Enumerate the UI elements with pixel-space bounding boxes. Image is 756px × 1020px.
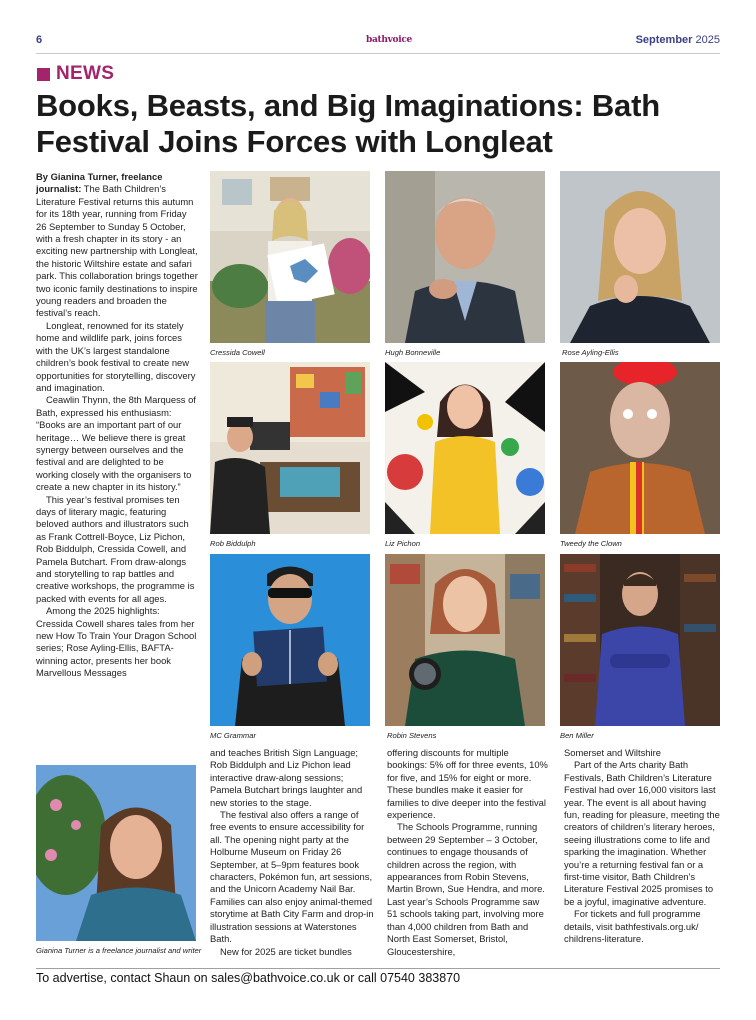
col2-paragraph-1: and teaches British Sign Language; Rob Biddulph and Liz Pichon lead interactive draw-along sessions; Pamela Butchart brings laughter and new stories to the stage. [210, 747, 363, 808]
headline-line-2: Festival Joins Forces with Longleat [36, 124, 553, 159]
article-column-2 [210, 747, 375, 958]
section-square-icon [37, 68, 50, 81]
photo-hugh-bonneville [385, 171, 545, 343]
publication-logo: bathvoice [366, 35, 412, 45]
col4-paragraph-3: For tickets and full programme details, visit bathfestivals.org.uk/ childrens-literature. [564, 908, 701, 945]
paragraph-2: Longleat, renowned for its stately home and wildlife park, joins forces with the UK’s largest standalone children’s book festival to create new opportunities for storytelling, discovery and imagination. [36, 319, 196, 393]
photo-cressida-cowell [210, 171, 370, 343]
caption-mc-grammar: MC Grammar [210, 731, 256, 740]
col4-paragraph-1: Somerset and Wiltshire [564, 747, 661, 758]
caption-robin-stevens: Robin Stevens [387, 731, 437, 740]
photo-tweedy-the-clown [560, 362, 720, 534]
col4-paragraph-2: Part of the Arts charity Bath Festivals, Bath Children’s Literature Festival had over 16,000 visitors last year. The event is all about having fun, reading for pleasure, meeting the creators of children’s literary heroes, seeing illustrations come to life and sparking the imagination. Whether you’re a returning festival fan or a first-time visitor, Bath Children’s Literature Festival 2025 promises to be a joyful, imaginative adventure. [564, 759, 720, 907]
photo-ben-miller [560, 554, 720, 726]
caption-rob-biddulph: Rob Biddulph [210, 539, 256, 548]
advertise-footer: To advertise, contact Shaun on sales@bathvoice.co.uk or call 07540 383870 [36, 971, 461, 985]
paragraph-5: Among the 2025 highlights: Cressida Cowell shares tales from her new How To Train Your Dragon School series; Rose Ayling-Ellis, BAFTA-winning actor, presents her book Marvellous Messages [36, 605, 197, 679]
col3-paragraph-1: offering discounts for multiple bookings: 5% off for three events, 10% for five, and 15% for eight or more. These bundles make it easier for families to dive deeper into the festival experience. [387, 747, 548, 821]
section-tag [37, 63, 114, 85]
paragraph-1: The Bath Children’s Literature Festival returns this autumn for its 18th year, running from Friday 26 September to Sunday 5 October, with a fresh chapter in its story - an exciting new partnership with Longleat, the historic Wiltshire estate and safari park. This collaboration brings together two iconic family destinations to inspire young readers and broaden the festival’s reach. [36, 183, 198, 319]
photo-rob-biddulph [210, 362, 370, 534]
photo-mc-grammar [210, 554, 370, 726]
caption-hugh-bonneville: Hugh Bonneville [385, 348, 441, 357]
caption-cressida-cowell: Cressida Cowell [210, 348, 265, 357]
article-column-1 [36, 171, 198, 680]
section-label: NEWS [56, 63, 115, 84]
paragraph-3: Ceawlin Thynn, the 8th Marquess of Bath, expressed his enthusiasm: “Books are an important part of our heritage… We believe there is great synergy between ourselves and the festival and are delighted to be working closely with the organisers to create a new chapter in its history.” [36, 394, 196, 493]
photo-liz-pichon [385, 362, 545, 534]
photo-robin-stevens [385, 554, 545, 726]
photo-gianina-turner [36, 765, 196, 941]
paragraph-4: This year’s festival promises ten days of literary magic, featuring beloved authors and illustrators such as Frank Cottrell-Boyce, Liz Pichon, Rob Biddulph, Cressida Cowell, and Pamela Butchart. From draw-alongs and storytelling to rap battles and creative workshops, the programme is packed with events for all ages. [36, 493, 195, 604]
caption-gianina-turner: Gianina Turner is a freelance journalist and writer [36, 946, 202, 955]
photo-rose-ayling-ellis [560, 171, 720, 343]
article-headline [36, 88, 726, 160]
page-header [36, 30, 720, 54]
caption-tweedy-the-clown: Tweedy the Clown [560, 539, 622, 548]
issue-date: September 2025 [635, 34, 720, 46]
byline: By Gianina Turner, freelance journalist: [36, 171, 163, 195]
col2-paragraph-3: New for 2025 are ticket bundles [220, 945, 352, 957]
article-column-3 [387, 747, 550, 958]
article-column-4 [564, 747, 722, 946]
caption-rose-ayling-ellis: Rose Ayling-Ellis [562, 348, 619, 357]
col3-paragraph-2: The Schools Programme, running between 29 September – 3 October, continues to engage thousands of children across the region, with appearances from Robin Stevens, Martin Brown, Sue Hendra, and more. Last year’s Schools Programme saw 51 schools taking part, involving more than 4,000 children from Bath and North East Somerset, Bristol, Gloucestershire, [387, 821, 545, 957]
footer-divider [36, 968, 720, 969]
col2-paragraph-2: The festival also offers a range of free events to ensure accessibility for all. The opening night party at the Holburne Museum on Friday 26 September, at 5–9pm features book characters, Pokémon fun, art sessions, and the Unicorn Academy Nail Bar. Families can also enjoy animal-themed storytime at Bath City Farm and drop-in illustration sessions at Waterstones Bath. [210, 809, 374, 945]
caption-liz-pichon: Liz Pichon [385, 539, 421, 548]
page-number: 6 [36, 34, 43, 46]
caption-ben-miller: Ben Miller [560, 731, 594, 740]
headline-line-1: Books, Beasts, and Big Imaginations: Bath [36, 88, 660, 123]
